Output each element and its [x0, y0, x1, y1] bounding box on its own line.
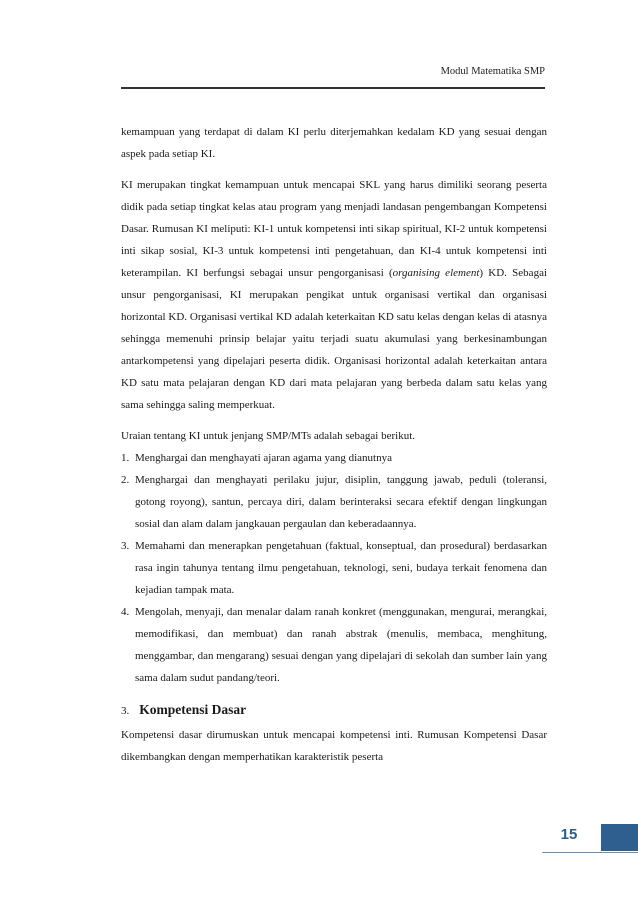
list-item — [121, 447, 547, 469]
page-corner-tab — [601, 824, 638, 851]
section-number: 3. — [121, 705, 130, 717]
list-item — [121, 601, 547, 689]
list-item-number: 3. — [121, 540, 130, 552]
page-content — [121, 121, 547, 768]
paragraph-text-start: KI merupakan tingkat kemampuan untuk mencapai SKL yang harus dimiliki seorang peserta didik pada setiap tingkat kelas atau program yang menjadi landasan pengembangan Kompetensi Dasar. Rumusan KI meliputi: KI-1 untuk kompetensi inti sikap spiritual, KI-2 untuk kompetensi inti sikap sosial, KI-3 untuk kompetensi inti pengetahuan, dan KI-4 untuk kompetensi inti keterampilan. KI berfungsi sebagai unsur pengorganisasi ( — [121, 179, 547, 279]
list-item-text: Menghargai dan menghayati perilaku jujur, disiplin, tanggung jawab, peduli (toleransi, gotong royong), santun, percaya diri, dalam berinteraksi secara efektif dengan lingkungan sosial dan alam dalam jangkauan pergaulan dan keberadaannya. — [135, 474, 547, 530]
list-item-number: 4. — [121, 606, 130, 618]
section-heading — [121, 699, 547, 722]
section-body-paragraph: Kompetensi dasar dirumuskan untuk mencapai kompetensi inti. Rumusan Kompetensi Dasar dikembangkan dengan memperhatikan karakteristik peserta — [121, 729, 547, 763]
paragraph-text-end: ) KD. Sebagai unsur pengorganisasi, KI merupakan pengikat untuk organisasi vertikal dan organisasi horizontal KD. Organisasi vertikal KD adalah keterkaitan KD satu kelas dengan kelas di atasnya sehingga memenuhi prinsip belajar yaitu terjadi suatu akumulasi yang berkesinambungan antarkompetensi yang dipelajari peserta didik. Organisasi horizontal adalah keterkaitan antara KD satu mata pelajaran dengan KD dari mata pelajaran yang berbeda dalam satu kelas yang sama sehingga saling memperkuat. — [121, 267, 548, 411]
paragraph-ki-definition — [121, 174, 547, 416]
section-title: Kompetensi Dasar — [139, 702, 247, 717]
header-divider — [121, 87, 545, 89]
list-item-number: 1. — [121, 452, 130, 464]
paragraph-list-intro: Uraian tentang KI untuk jenjang SMP/MTs adalah sebagai berikut. — [121, 430, 416, 442]
list-item — [121, 535, 547, 601]
paragraph-continuation: kemampuan yang terdapat di dalam KI perlu diterjemahkan kedalam KD yang sesuai dengan aspek pada setiap KI. — [121, 126, 547, 160]
list-item-text: Mengolah, menyaji, dan menalar dalam ranah konkret (menggunakan, mengurai, merangkai, memodifikasi, dan membuat) dan ranah abstrak (menulis, membaca, menghitung, menggambar, dan mengarang) sesuai dengan yang dipelajari di sekolah dan sumber lain yang sama dalam sudut pandang/teori. — [135, 606, 547, 684]
ki-list — [121, 447, 547, 689]
list-item-text: Memahami dan menerapkan pengetahuan (faktual, konseptual, dan prosedural) berdasarkan rasa ingin tahunya tentang ilmu pengetahuan, teknologi, seni, budaya terkait fenomena dan kejadian tampak mata. — [135, 540, 547, 596]
list-item-text: Menghargai dan menghayati ajaran agama yang dianutnya — [135, 452, 392, 464]
list-item-number: 2. — [121, 474, 130, 486]
page-number: 15 — [560, 826, 578, 843]
running-header-title: Modul Matematika SMP — [440, 66, 545, 77]
paragraph-italic-term: organising element — [392, 267, 480, 279]
list-item — [121, 469, 547, 535]
footer-divider — [542, 852, 638, 853]
